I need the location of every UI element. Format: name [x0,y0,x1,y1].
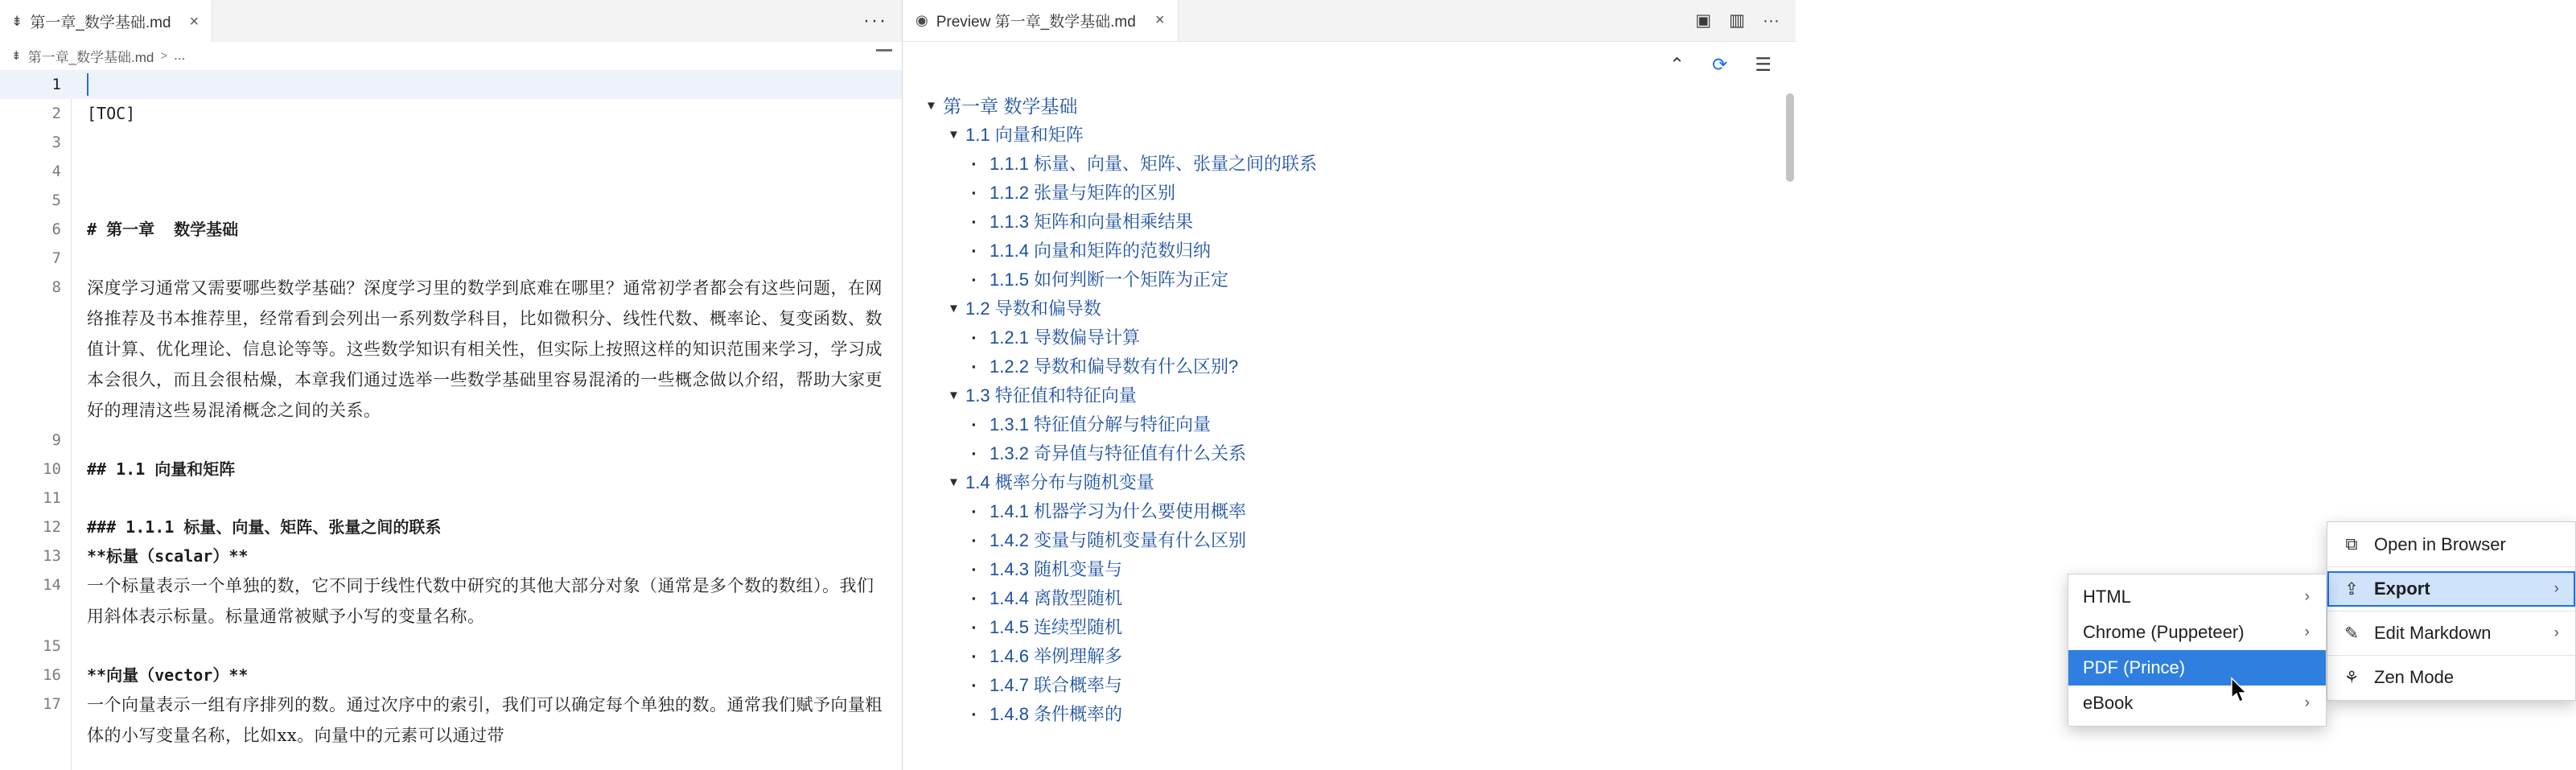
line-number: 14 [43,576,61,594]
code-line[interactable] [0,186,902,215]
toc-item[interactable] [925,468,1796,497]
line-text: **标量（scalar）** [87,546,249,566]
breadcrumb-file-label[interactable]: 第一章_数学基础.md [27,49,154,65]
bullet-icon: ▪ [972,331,976,344]
toc-item-label: 1.3.2 奇异值与特征值有什么关系 [990,443,1247,463]
toc-item[interactable] [925,381,1796,410]
chevron-down-icon[interactable]: ▼ [948,389,960,402]
edit-pencil-icon: ✎ [2344,624,2359,643]
code-line[interactable] [0,157,902,186]
export-menu-item-label: Chrome (Puppeteer) [2083,622,2245,642]
toc-item[interactable] [925,352,1796,381]
toc-item-label: 1.1.4 向量和矩阵的范数归纳 [990,241,1212,261]
open-external-icon: ⧉ [2345,535,2358,554]
code-line[interactable] [0,513,902,541]
menu-item-label: Edit Markdown [2374,623,2492,643]
line-number: 9 [51,431,61,449]
code-line[interactable] [0,661,902,690]
preview-tab-label: Preview 第一章_数学基础.md [936,14,1136,31]
line-text: **向量（vector）** [87,665,249,685]
chevron-down-icon[interactable]: ▼ [948,128,960,142]
editor-tab-label: 第一章_数学基础.md [30,14,171,31]
toc-item-label: 1.4 概率分布与随机变量 [965,472,1154,492]
chevron-down-icon[interactable]: ▼ [948,302,960,315]
text-cursor [87,73,88,96]
breadcrumb-trailing-label[interactable]: ... [174,47,186,63]
chevron-right-icon: › [2553,580,2559,597]
menu-item-export[interactable] [2327,571,2575,607]
line-number: 13 [43,547,61,565]
chevron-right-icon: › [2553,624,2559,641]
code-line[interactable] [0,541,902,570]
toc-item-label: 第一章 数学基础 [943,96,1078,117]
toc-item[interactable] [925,294,1796,323]
line-text [77,632,902,661]
toc-item[interactable] [925,266,1796,294]
preview-tab[interactable] [903,0,1179,41]
bullet-icon: ▪ [972,216,976,228]
editor-tabbar-more-button[interactable]: ··· [863,10,887,31]
code-line[interactable] [0,455,902,484]
bullet-icon: ▪ [972,592,976,604]
toc-item-label: 1.4.6 举例理解多 [990,646,1123,666]
preview-tab-actions [1695,0,1796,41]
editor-tabbar [0,0,902,42]
breadcrumb-file-icon: ⇟ [11,49,22,63]
preview-toc [903,87,1796,770]
close-icon[interactable]: × [189,12,200,31]
toc-item-label: 1.2 导数和偏导数 [965,299,1101,319]
toc-item[interactable] [925,410,1796,439]
toc-item-label: 1.4.7 联合概率与 [990,675,1123,695]
code-line[interactable] [0,632,902,661]
export-menu-item-label: eBook [2083,693,2134,713]
menu-item-zen-mode[interactable] [2327,660,2575,695]
line-number: 16 [43,666,61,684]
line-number: 5 [51,191,61,209]
menu-divider [2327,566,2575,567]
toc-item-label: 1.4.3 随机变量与 [990,559,1123,579]
toc-item-label: 1.4.1 机器学习为什么要使用概率 [990,501,1247,521]
toc-item[interactable] [925,642,1796,671]
toc-item[interactable] [925,150,1796,179]
toc-item[interactable] [925,671,1796,700]
line-text: 一个标量表示一个单独的数，它不同于线性代数中研究的其他大部分对象（通常是多个数的数组）。我们用斜体表示标量。标量通常被赋予小写的变量名称。 [87,576,874,626]
line-number: 4 [51,163,61,180]
export-menu-item-html[interactable] [2068,579,2326,615]
toc-item-label: 1.2.2 导数和偏导数有什么区别? [990,356,1239,377]
export-icon: ⇪ [2344,579,2359,599]
export-menu-item-label: PDF (Prince) [2083,657,2186,677]
toc-item-label: 1.3.1 特征值分解与特征向量 [990,414,1212,434]
toc-item[interactable] [925,92,1796,121]
minimap-slider[interactable] [876,49,892,51]
line-number: 2 [51,105,61,122]
toc-item-label: 1.1 向量和矩阵 [965,125,1084,145]
bullet-icon: ▪ [972,158,976,170]
bullet-icon: ▪ [972,274,976,286]
breadcrumb-separator-icon: > [160,48,168,63]
toc-item-label: 1.1.5 如何判断一个矩阵为正定 [990,270,1229,290]
sync-refresh-icon[interactable]: ⟳ [1712,53,1728,75]
menu-item-label: Zen Mode [2374,667,2455,687]
more-actions-icon[interactable]: ··· [1763,10,1780,30]
line-number: 15 [43,637,61,655]
line-number: 7 [51,249,61,267]
zen-mode-icon: ⚘ [2344,668,2360,687]
bullet-icon: ▪ [972,534,976,546]
line-number: 17 [43,695,61,713]
breadcrumb [0,42,902,70]
toc-item[interactable] [925,613,1796,642]
menu-item-edit-markdown[interactable] [2327,616,2575,651]
context-menu [2327,521,2576,701]
code-line[interactable] [0,128,902,157]
bullet-icon: ▪ [972,563,976,575]
bullet-icon: ▪ [972,505,976,517]
bullet-icon: ▪ [972,245,976,257]
line-number: 3 [51,134,61,151]
chevron-right-icon: › [2304,694,2310,711]
toc-item[interactable] [925,526,1796,555]
code-line[interactable] [0,273,902,426]
toc-item-label: 1.1.1 标量、向量、矩阵、张量之间的联系 [990,154,1318,174]
toc-item-label: 1.4.5 连续型随机 [990,617,1123,637]
line-number: 11 [43,489,61,507]
line-number: 8 [51,278,61,296]
bullet-icon: ▪ [972,187,976,199]
line-text: # 第一章 数学基础 [87,220,239,239]
code-line[interactable] [0,570,902,632]
toc-item-label: 1.1.2 张量与矩阵的区别 [990,183,1176,203]
toc-item-label: 1.3 特征值和特征向量 [965,385,1137,406]
line-text [77,426,902,455]
editor-pane [0,0,903,770]
line-text [77,484,902,513]
line-text: 一个向量表示一组有序排列的数。通过次序中的索引，我们可以确定每个单独的数。通常我们赋予向量粗体的小写变量名称，比如xx。向量中的元素可以通过带 [87,695,883,745]
code-line[interactable] [0,426,902,455]
line-text [77,70,902,99]
code-line[interactable] [0,99,902,128]
toc-item-label: 1.1.3 矩阵和向量相乘结果 [990,212,1194,232]
code-lines [0,70,902,751]
outline-list-icon[interactable]: ☰ [1755,53,1772,75]
toc-item[interactable] [925,208,1796,237]
preview-pane [903,0,2559,770]
code-editor[interactable] [0,70,902,770]
toc-item[interactable] [925,497,1796,526]
toc-item[interactable] [925,584,1796,613]
chevron-right-icon: › [2304,588,2310,605]
code-line[interactable] [0,215,902,244]
export-submenu [2068,574,2327,727]
chevron-down-icon[interactable]: ▼ [948,476,960,489]
bullet-icon: ▪ [972,650,976,662]
editor-tab-markdown-file[interactable] [0,0,212,42]
toc-item-label: 1.4.4 离散型随机 [990,588,1123,608]
code-line[interactable] [0,484,902,513]
menu-item-label: Export [2374,579,2430,599]
preview-eye-icon: ◉ [916,12,928,28]
code-line[interactable] [0,690,902,751]
toc-item-label: 1.4.8 条件概率的 [990,704,1123,724]
preview-toolbar [903,42,1796,87]
line-text: ### 1.1.1 标量、向量、矩阵、张量之间的联系 [87,517,442,537]
line-text: 深度学习通常又需要哪些数学基础？深度学习里的数学到底难在哪里？通常初学者都会有这些问题，在网络推荐及书本推荐里，经常看到会列出一系列数学科目，比如微积分、线性代数、概率论、复变函数、数值计算、优化理论、信息论等等。这些数学知识有相关性，但实际上按照这样的知识范围来学习，学习成本会很久，而且会很枯燥，本章我们通过选举一些数学基础里容易混淆的一些概念做以介绍，帮助大家更好的理清这些易混淆概念之间的关系。 [87,278,883,420]
line-text [77,157,902,186]
export-menu-item-chrome-puppeteer-[interactable] [2068,615,2326,650]
bullet-icon: ▪ [972,360,976,373]
line-text: [TOC] [87,104,136,123]
export-menu-item-pdf-prince-[interactable] [2068,650,2326,686]
code-line[interactable] [0,70,902,99]
line-text: ## 1.1 向量和矩阵 [87,459,236,479]
line-number: 6 [51,220,61,238]
line-text [77,244,902,273]
toc-item-label: 1.2.1 导数偏导计算 [990,327,1141,348]
code-line[interactable] [0,244,902,273]
toc-item-label: 1.4.2 变量与随机变量有什么区别 [990,530,1247,550]
toc-item[interactable] [925,323,1796,352]
toc-item[interactable] [925,700,1796,729]
export-menu-item-label: HTML [2083,587,2131,607]
chevron-down-icon[interactable]: ▼ [925,99,937,113]
line-number: 10 [43,460,61,478]
menu-divider [2327,655,2575,656]
menu-item-open-in-browser[interactable] [2327,527,2575,562]
bullet-icon: ▪ [972,679,976,691]
preview-scrollbar-thumb[interactable] [1786,93,1794,182]
line-text [77,128,902,157]
bullet-icon: ▪ [972,418,976,430]
toc-item[interactable] [925,439,1796,468]
close-icon[interactable]: × [1154,11,1165,29]
toc-item[interactable] [925,237,1796,266]
bullet-icon: ▪ [972,708,976,720]
collapse-icon[interactable]: ⌃ [1669,53,1685,75]
chevron-right-icon: › [2304,624,2310,640]
preview-tabbar [903,0,1796,42]
menu-item-label: Open in Browser [2374,534,2506,554]
preview-scrollbar[interactable] [1784,87,1796,770]
split-editor-icon[interactable]: ▣ [1695,11,1712,30]
toc-item[interactable] [925,555,1796,584]
line-number: 1 [51,76,61,93]
toc-item[interactable] [925,179,1796,208]
bullet-icon: ▪ [972,447,976,459]
line-number: 12 [43,518,61,536]
split-layout-icon[interactable]: ▥ [1729,11,1746,30]
toc-item[interactable] [925,121,1796,150]
export-menu-item-ebook[interactable] [2068,686,2326,721]
line-text [77,186,902,215]
bullet-icon: ▪ [972,621,976,633]
pin-icon: ⇟ [11,14,23,29]
